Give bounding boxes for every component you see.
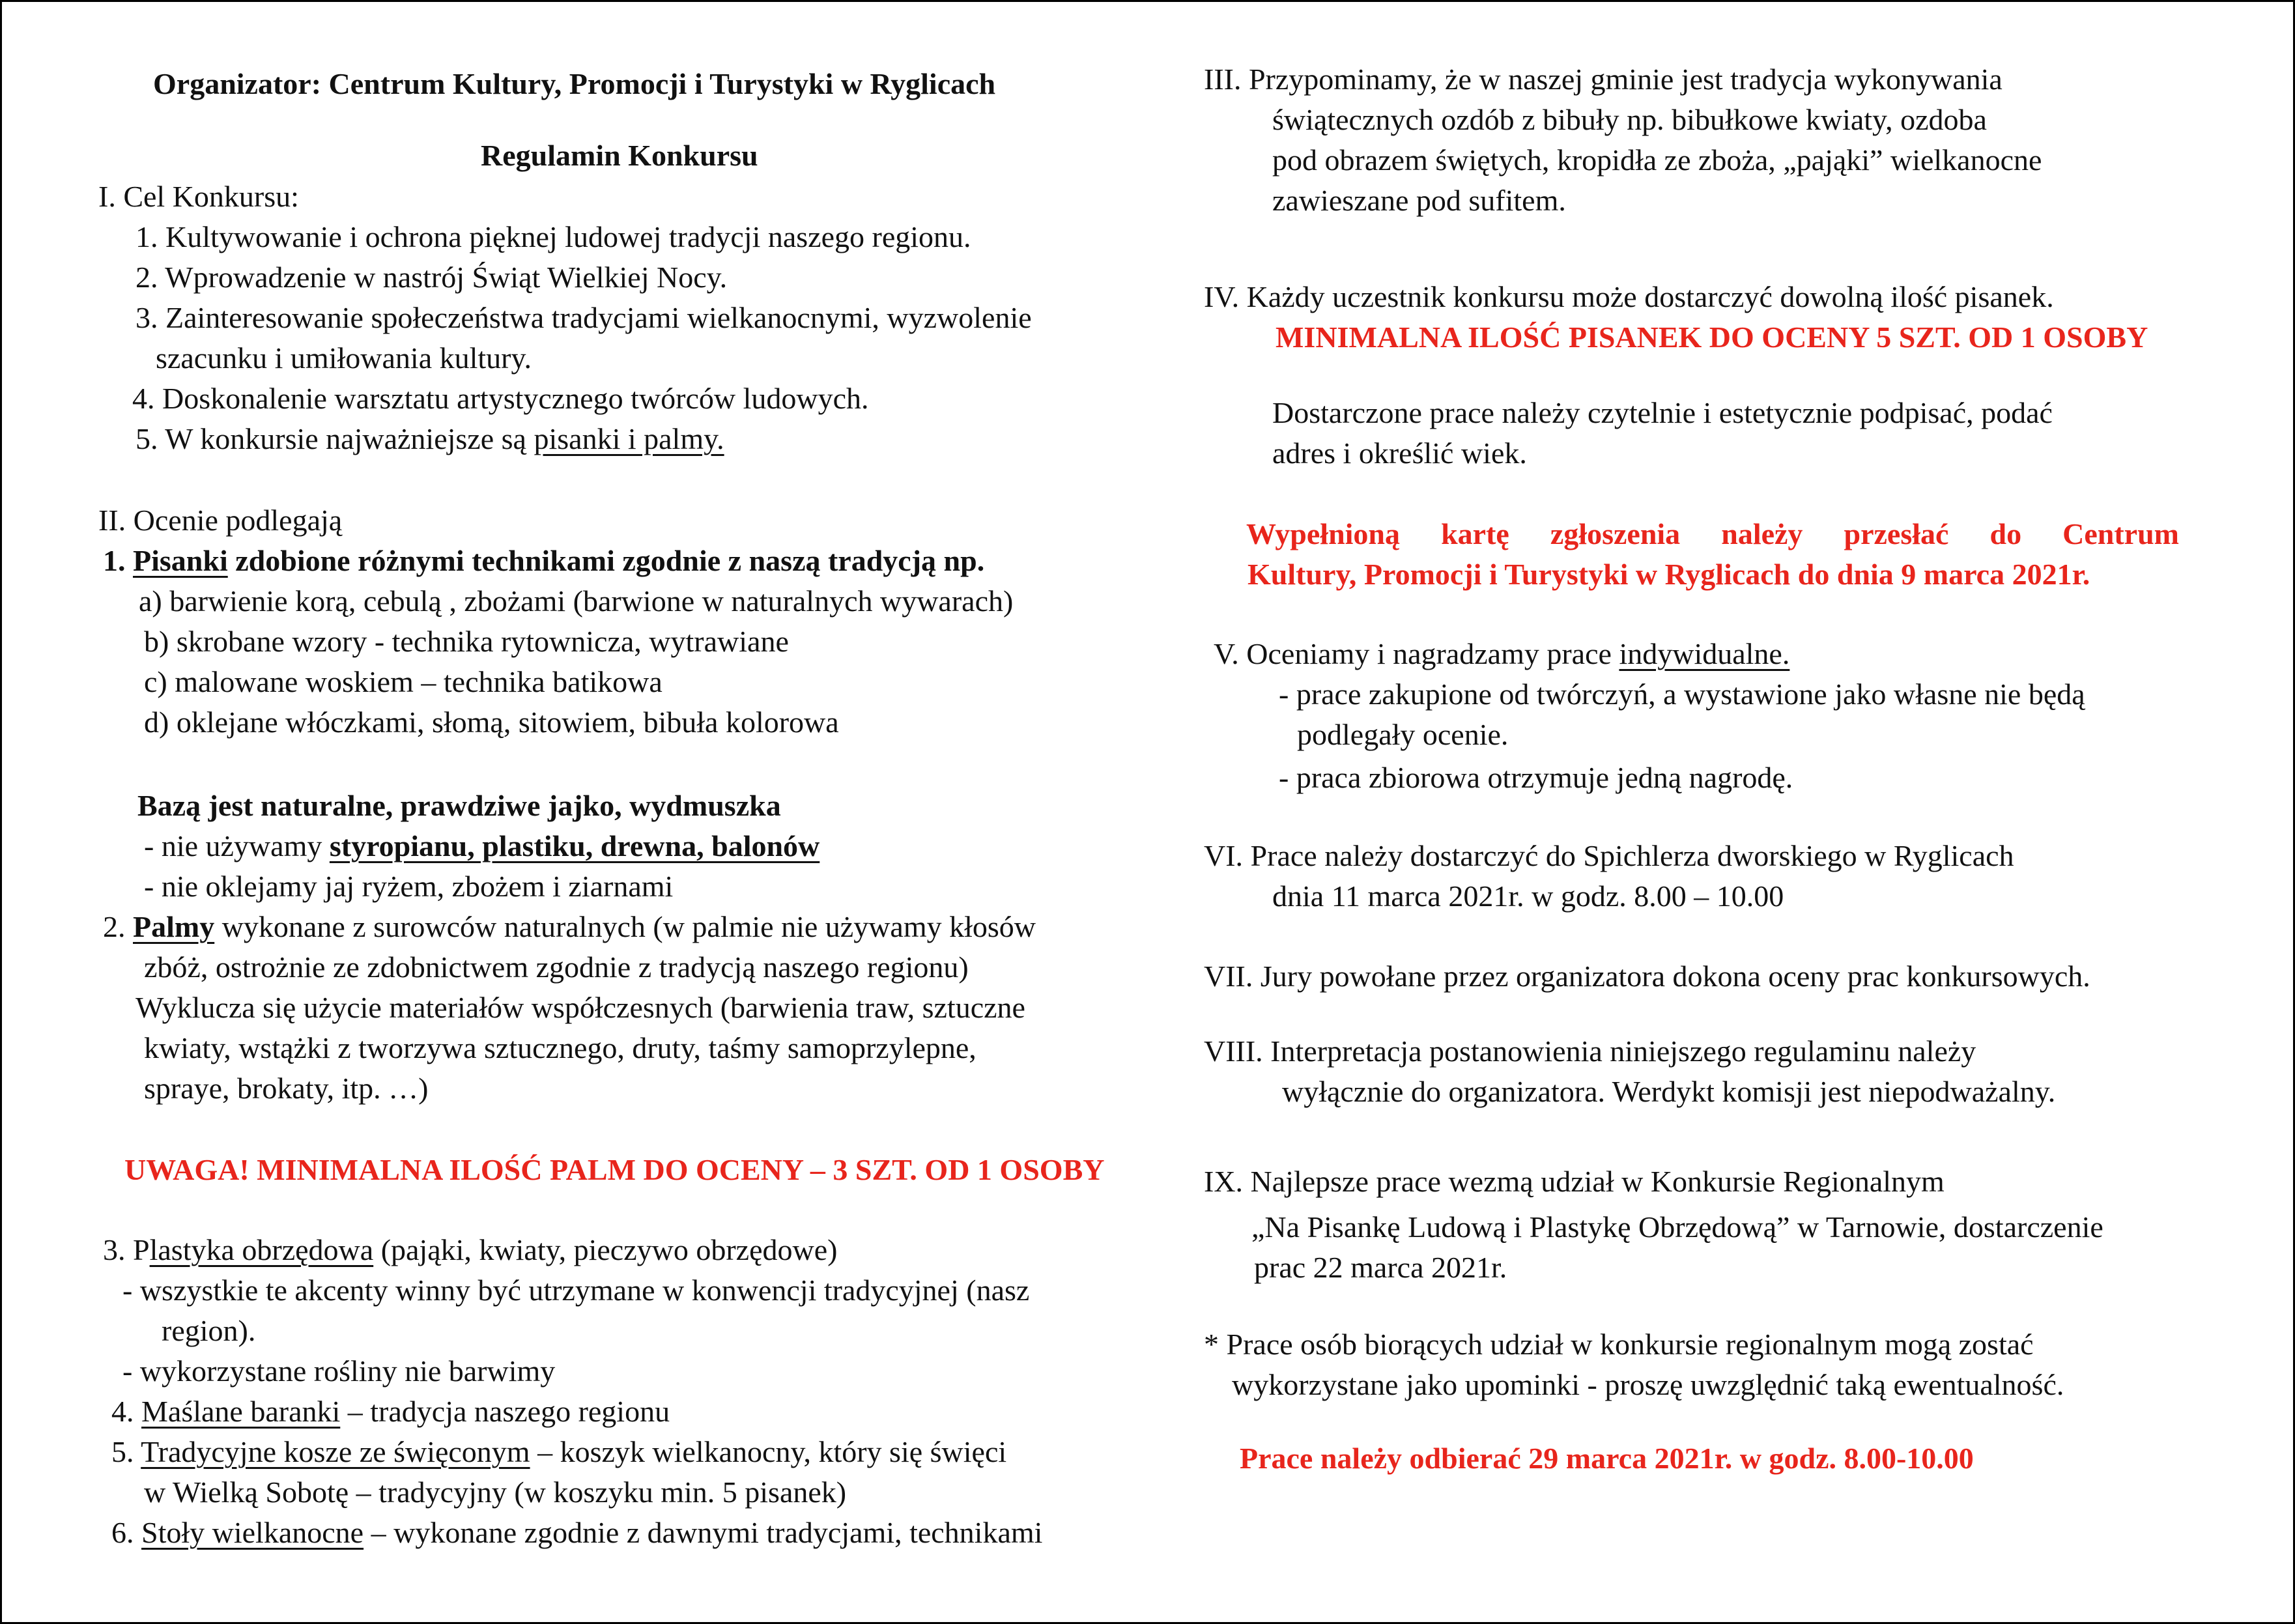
palms-line: kwiaty, wstążki z tworzywa sztucznego, druty, taśmy samoprzylepne, bbox=[144, 1031, 976, 1064]
section-8-line: VIII. Interpretacja postanowienia niniejszego regulaminu należy bbox=[1204, 1034, 1976, 1068]
application-form-deadline-line2: Kultury, Promocji i Turystyki w Ryglicach do dnia 9 marca 2021r. bbox=[1247, 558, 2090, 591]
butter-lambs-description: – tradycja naszego regionu bbox=[340, 1395, 670, 1428]
baskets-number: 5. bbox=[111, 1435, 141, 1468]
section-9-line: IX. Najlepsze prace wezmą udział w Konkursie Regionalnym bbox=[1204, 1165, 1945, 1198]
ritual-art-line: - wykorzystane rośliny nie barwimy bbox=[122, 1354, 556, 1388]
technique-item: c) malowane woskiem – technika batikowa bbox=[144, 665, 663, 698]
egg-base-heading: Bazą jest naturalne, prawdziwe jajko, wydmuszka bbox=[137, 789, 781, 822]
forbidden-materials-prefix: - nie używamy bbox=[144, 829, 330, 862]
section-9-line: prac 22 marca 2021r. bbox=[1254, 1251, 1507, 1284]
section-8-line: wyłącznie do organizatora. Werdykt komisji jest niepodważalny. bbox=[1282, 1075, 2056, 1108]
palms-number: 2. bbox=[103, 910, 133, 943]
easter-tables-criterion bbox=[111, 1513, 1042, 1553]
section-4-line: IV. Każdy uczestnik konkursu może dostarczyć dowolną ilość pisanek. bbox=[1204, 280, 2054, 313]
technique-item: b) skrobane wzory - technika rytownicza, wytrawiane bbox=[144, 625, 789, 658]
section-5-line: - praca zbiorowa otrzymuje jedną nagrodę. bbox=[1279, 761, 1793, 794]
eggs-number: 1. bbox=[103, 544, 133, 577]
section-3-line: III. Przypominamy, że w naszej gminie jest tradycja wykonywania bbox=[1204, 63, 2003, 96]
document-title: Regulamin Konkursu bbox=[481, 139, 758, 172]
baskets-description: – koszyk wielkanocny, który się święci bbox=[530, 1435, 1007, 1468]
section-5-line: podlegały ocenie. bbox=[1297, 718, 1509, 751]
goal-item: 4. Doskonalenie warsztatu artystycznego twórców ludowych. bbox=[132, 382, 869, 415]
forbidden-materials-list: styropianu, plastiku, drewna, balonów bbox=[329, 829, 820, 862]
palms-line: zbóż, ostrożnie ze zdobnictwem zgodnie z tradycją naszego regionu) bbox=[144, 950, 969, 984]
easter-tables-number: 6. bbox=[111, 1516, 141, 1549]
palms-minimum-warning: UWAGA! MINIMALNA ILOŚĆ PALM DO OCENY – 3 SZT. OD 1 OSOBY bbox=[124, 1153, 1105, 1186]
section-1-heading: I. Cel Konkursu: bbox=[98, 180, 299, 213]
butter-lambs-label: Maślane baranki bbox=[141, 1395, 341, 1428]
palms-line: Wyklucza się użycie materiałów współczesnych (barwienia traw, sztuczne bbox=[135, 991, 1025, 1024]
easter-tables-description: – wykonane zgodnie z dawnymi tradycjami, technikami bbox=[363, 1516, 1043, 1549]
no-glue-rule: - nie oklejamy jaj ryżem, zbożem i ziarnami bbox=[144, 870, 674, 903]
butter-lambs-number: 4. bbox=[111, 1395, 141, 1428]
goal-item-5 bbox=[135, 419, 724, 459]
forbidden-materials bbox=[144, 826, 820, 866]
section-4-line: Dostarczone prace należy czytelnie i estetycznie podpisać, podać bbox=[1272, 396, 2053, 429]
section-7-line: VII. Jury powołane przez organizatora dokona oceny prac konkursowych. bbox=[1204, 960, 2090, 993]
goal-item-continuation: szacunku i umiłowania kultury. bbox=[156, 341, 532, 375]
technique-item: a) barwienie korą, cebulą , zbożami (barwione w naturalnych wywarach) bbox=[139, 584, 1014, 618]
palms-label: Palmy bbox=[133, 910, 215, 943]
goal-item: 3. Zainteresowanie społeczeństwa tradycjami wielkanocnymi, wyzwolenie bbox=[135, 301, 1032, 334]
regional-note-line: wykorzystane jako upominki - proszę uwzględnić taką ewentualność. bbox=[1232, 1368, 2064, 1401]
pickup-notice: Prace należy odbierać 29 marca 2021r. w godz. 8.00-10.00 bbox=[1240, 1442, 1974, 1475]
section-6-line: VI. Prace należy dostarczyć do Spichlerza dworskiego w Ryglicach bbox=[1204, 839, 2014, 872]
palms-criterion bbox=[103, 907, 1036, 947]
goal-item-5-text: 5. W konkursie najważniejsze są bbox=[135, 422, 534, 455]
section-2-heading: II. Ocenie podlegają bbox=[98, 504, 343, 537]
palms-description: wykonane z surowców naturalnych (w palmie nie używamy kłosów bbox=[214, 910, 1036, 943]
baskets-line: w Wielką Sobotę – tradycyjny (w koszyku min. 5 pisanek) bbox=[144, 1475, 847, 1509]
eggs-minimum-warning: MINIMALNA ILOŚĆ PISANEK DO OCENY 5 SZT. OD 1 OSOBY bbox=[1276, 321, 2148, 354]
palms-line: spraye, brokaty, itp. …) bbox=[144, 1072, 429, 1105]
ritual-art-line: - wszystkie te akcenty winny być utrzymane w konwencji tradycyjnej (nasz bbox=[122, 1274, 1030, 1307]
ritual-art-line: region). bbox=[162, 1314, 256, 1347]
section-6-line: dnia 11 marca 2021r. w godz. 8.00 – 10.00 bbox=[1272, 879, 1784, 913]
technique-item: d) oklejane włóczkami, słomą, sitowiem, bibuła kolorowa bbox=[144, 705, 839, 739]
ritual-art-prefix: 3. P bbox=[103, 1233, 150, 1266]
eggs-and-palms-underlined: pisanki i palmy. bbox=[534, 422, 724, 455]
section-3-line: pod obrazem świętych, kropidła ze zboża, „pająki” wielkanocne bbox=[1272, 143, 2042, 177]
organizer-heading: Organizator: Centrum Kultury, Promocji i Turystyki w Ryglicach bbox=[153, 67, 996, 100]
ritual-art-criterion bbox=[103, 1230, 837, 1270]
section-4-line: adres i określić wiek. bbox=[1272, 436, 1527, 470]
goal-item: 1. Kultywowanie i ochrona pięknej ludowej tradycji naszego regionu. bbox=[135, 220, 971, 253]
section-3-line: świątecznych ozdób z bibuły np. bibułkowe kwiaty, ozdoba bbox=[1272, 103, 1987, 136]
section-5-line bbox=[1214, 634, 1789, 674]
easter-tables-label: Stoły wielkanocne bbox=[141, 1516, 364, 1549]
individual-works-underlined: indywidualne. bbox=[1619, 637, 1790, 670]
regional-note-line: * Prace osób biorących udział w konkursie regionalnym mogą zostać bbox=[1204, 1328, 2034, 1361]
section-5-line: - prace zakupione od twórczyń, a wystawione jako własne nie będą bbox=[1279, 677, 2085, 711]
ritual-art-label: lastyka obrzędowa bbox=[149, 1233, 374, 1266]
section-5-text: V. Oceniamy i nagradzamy prace bbox=[1214, 637, 1619, 670]
section-3-line: zawieszane pod sufitem. bbox=[1272, 184, 1566, 217]
eggs-description: zdobione różnymi technikami zgodnie z naszą tradycją np. bbox=[227, 544, 985, 577]
baskets-criterion bbox=[111, 1432, 1006, 1472]
ritual-art-description: (pająki, kwiaty, pieczywo obrzędowe) bbox=[373, 1233, 838, 1266]
application-form-deadline: Wypełnioną kartę zgłoszenia należy przesłać do Centrum bbox=[1246, 517, 2179, 550]
goal-item: 2. Wprowadzenie w nastrój Świąt Wielkiej Nocy. bbox=[135, 261, 728, 294]
eggs-criterion bbox=[103, 541, 984, 581]
eggs-label: Pisanki bbox=[133, 544, 228, 577]
section-9-line: „Na Pisankę Ludową i Plastykę Obrzędową” w Tarnowie, dostarczenie bbox=[1251, 1210, 2103, 1244]
baskets-label: Tradycyjne kosze ze święconym bbox=[141, 1435, 530, 1468]
butter-lambs-criterion bbox=[111, 1391, 670, 1432]
